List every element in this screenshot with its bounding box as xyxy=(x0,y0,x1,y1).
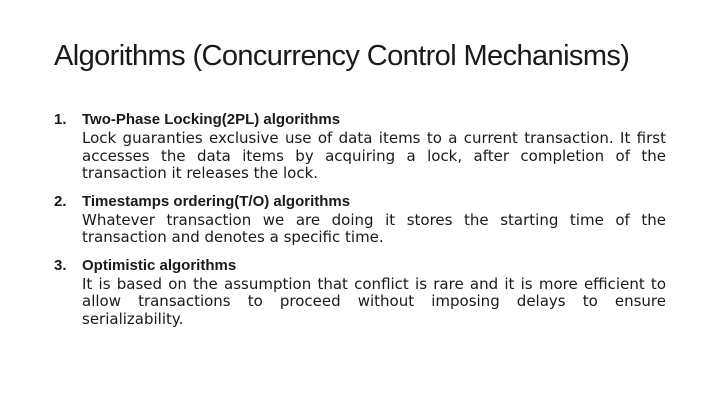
slide-title: Algorithms (Concurrency Control Mechanisms) xyxy=(54,40,630,72)
list-item-timestamp-ordering xyxy=(54,192,666,247)
item-description: Whatever transaction we are doing it stores the starting time of the transaction and denotes a specific time. xyxy=(82,210,666,246)
item-title: Two-Phase Locking(2PL) algorithms xyxy=(82,111,341,128)
item-description: Lock guaranties exclusive use of data items to a current transaction. It first accesses the data items by acquiring a lock, after completion of the transaction it releases the lock. xyxy=(82,129,666,182)
item-number: 2. xyxy=(54,192,67,210)
item-heading xyxy=(54,256,666,276)
list-item-two-phase-locking xyxy=(54,110,666,183)
item-heading xyxy=(54,192,666,212)
item-description: It is based on the assumption that conflict is rare and it is more efficient to allow transactions to proceed without imposing delays to ensure serializability. xyxy=(82,274,666,328)
algorithm-list xyxy=(54,110,666,337)
item-number: 1. xyxy=(54,111,67,128)
item-number: 3. xyxy=(54,256,67,274)
item-heading xyxy=(54,110,666,130)
item-title: Optimistic algorithms xyxy=(82,256,237,274)
list-item-optimistic xyxy=(54,256,666,329)
item-title: Timestamps ordering(T/O) algorithms xyxy=(82,192,351,210)
